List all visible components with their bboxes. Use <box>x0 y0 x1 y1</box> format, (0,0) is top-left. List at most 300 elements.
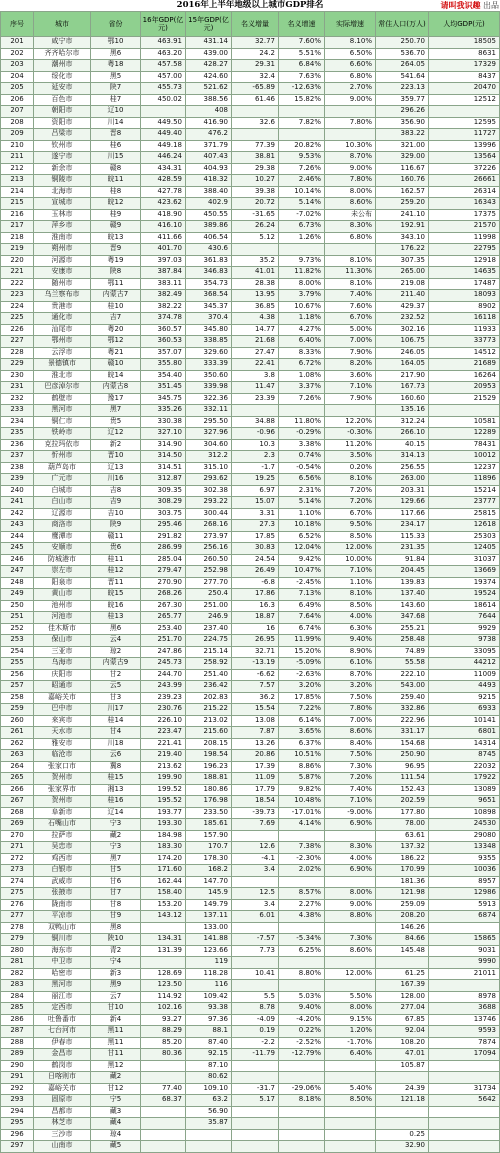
cell-gdp16 <box>141 1141 186 1153</box>
cell-population: 145.48 <box>376 945 429 957</box>
cell-city: 资阳市 <box>34 117 91 129</box>
cell-nominal-increase <box>232 957 279 969</box>
cell-gdp16: 285.04 <box>141 554 186 566</box>
cell-nominal-increase: -6.8 <box>232 577 279 589</box>
cell-gdp16: 355.80 <box>141 359 186 371</box>
cell-city: 阳泉市 <box>34 577 91 589</box>
cell-rank: 275 <box>1 888 34 900</box>
cell-population: 121.18 <box>376 1095 429 1107</box>
cell-nominal-growth: 11.99% <box>279 635 325 647</box>
cell-rank: 289 <box>1 1049 34 1061</box>
cell-per-capita: 16264 <box>429 370 500 382</box>
table-header-row <box>1 12 500 37</box>
cell-province: 晋9 <box>91 244 141 256</box>
cell-city: 玉林市 <box>34 209 91 221</box>
cell-city: 白银市 <box>34 865 91 877</box>
cell-population: 135.16 <box>376 405 429 417</box>
cell-per-capita: 14314 <box>429 738 500 750</box>
cell-population: 32.90 <box>376 1141 429 1153</box>
cell-real-growth: 4.00% <box>325 853 376 865</box>
cell-gdp16: 88.29 <box>141 1026 186 1038</box>
cell-real-growth: 7.10% <box>325 796 376 808</box>
cell-per-capita: 17329 <box>429 60 500 72</box>
cell-nominal-increase: -1.7 <box>232 462 279 474</box>
cell-real-growth: 7.10% <box>325 566 376 578</box>
cell-nominal-increase: 77.39 <box>232 140 279 152</box>
cell-province: 青2 <box>91 945 141 957</box>
cell-population <box>376 1072 429 1084</box>
cell-province: 川16 <box>91 474 141 486</box>
cell-gdp16: 401.70 <box>141 244 186 256</box>
cell-province: 藏3 <box>91 1106 141 1118</box>
table-row <box>1 681 500 693</box>
cell-city: 克拉玛依市 <box>34 439 91 451</box>
cell-per-capita: 11998 <box>429 232 500 244</box>
cell-gdp16: 314.51 <box>141 462 186 474</box>
cell-province: 川14 <box>91 117 141 129</box>
cell-nominal-growth: 6.25% <box>279 945 325 957</box>
cell-gdp16: 131.39 <box>141 945 186 957</box>
table-row <box>1 94 500 106</box>
cell-nominal-increase: 28.38 <box>232 278 279 290</box>
table-row <box>1 566 500 578</box>
cell-city: 临沧市 <box>34 750 91 762</box>
cell-per-capita: 26661 <box>429 175 500 187</box>
cell-nominal-increase: -31.7 <box>232 1083 279 1095</box>
cell-gdp16: 357.07 <box>141 347 186 359</box>
cell-per-capita: 12986 <box>429 888 500 900</box>
cell-nominal-growth: 8.86% <box>279 761 325 773</box>
cell-gdp16: 230.76 <box>141 704 186 716</box>
cell-gdp16: 268.26 <box>141 589 186 601</box>
cell-province: 皖13 <box>91 232 141 244</box>
cell-province: 贵5 <box>91 416 141 428</box>
cell-gdp15: 418.32 <box>186 175 232 187</box>
cell-real-growth: 7.50% <box>325 750 376 762</box>
cell-per-capita: 10141 <box>429 715 500 727</box>
cell-nominal-growth: 10.14% <box>279 186 325 198</box>
cell-gdp15: 521.62 <box>186 83 232 95</box>
cell-real-growth: 8.00% <box>325 186 376 198</box>
cell-rank: 267 <box>1 796 34 808</box>
cell-gdp16: 195.52 <box>141 796 186 808</box>
cell-province: 宁3 <box>91 842 141 854</box>
cell-population: 96.95 <box>376 761 429 773</box>
cell-nominal-growth: -7.02% <box>279 209 325 221</box>
cell-province: 琼2 <box>91 646 141 658</box>
cell-per-capita: 10012 <box>429 451 500 463</box>
cell-city: 新余市 <box>34 163 91 175</box>
cell-population: 40.15 <box>376 439 429 451</box>
cell-nominal-increase: 7.69 <box>232 819 279 831</box>
cell-nominal-increase: -39.73 <box>232 807 279 819</box>
cell-gdp16 <box>141 1118 186 1130</box>
cell-province: 黑7 <box>91 853 141 865</box>
cell-rank: 217 <box>1 221 34 233</box>
cell-nominal-growth: 10.48% <box>279 796 325 808</box>
cell-city: 贺州市 <box>34 773 91 785</box>
cell-city: 黑河市 <box>34 980 91 992</box>
cell-nominal-increase: 2.3 <box>232 451 279 463</box>
cell-population: 250.90 <box>376 750 429 762</box>
table-row <box>1 577 500 589</box>
cell-city: 巴彦淖尔市 <box>34 382 91 394</box>
table-row <box>1 336 500 348</box>
cell-nominal-growth <box>279 1141 325 1153</box>
cell-nominal-increase: 3.4 <box>232 899 279 911</box>
table-row <box>1 520 500 532</box>
table-row <box>1 313 500 325</box>
table-row <box>1 106 500 118</box>
cell-city: 鄂州市 <box>34 336 91 348</box>
table-row <box>1 474 500 486</box>
cell-province: 黑8 <box>91 922 141 934</box>
cell-nominal-increase: 21.68 <box>232 336 279 348</box>
cell-nominal-increase: 4.38 <box>232 313 279 325</box>
cell-real-growth: 8.20% <box>325 359 376 371</box>
cell-gdp16: 114.92 <box>141 991 186 1003</box>
cell-population: 264.05 <box>376 60 429 72</box>
cell-gdp16: 239.23 <box>141 692 186 704</box>
cell-real-growth: 9.40% <box>325 635 376 647</box>
cell-nominal-growth: 6.84% <box>279 60 325 72</box>
cell-city: 吐鲁番市 <box>34 1014 91 1026</box>
cell-gdp15: 236.42 <box>186 681 232 693</box>
cell-gdp16: 457.00 <box>141 71 186 83</box>
cell-rank: 240 <box>1 485 34 497</box>
cell-gdp16: 153.20 <box>141 899 186 911</box>
cell-nominal-growth: 1.08% <box>279 370 325 382</box>
cell-real-growth <box>325 244 376 256</box>
table-row <box>1 324 500 336</box>
cell-real-growth <box>325 1141 376 1153</box>
cell-province: 新2 <box>91 439 141 451</box>
cell-real-growth: 7.80% <box>325 117 376 129</box>
cell-city: 黑河市 <box>34 405 91 417</box>
cell-gdp15: 408 <box>186 106 232 118</box>
table-row <box>1 646 500 658</box>
cell-province: 川17 <box>91 704 141 716</box>
table-row <box>1 1106 500 1118</box>
cell-nominal-increase: 16.3 <box>232 600 279 612</box>
cell-province: 粤21 <box>91 347 141 359</box>
cell-gdp15: 87.10 <box>186 1060 232 1072</box>
cell-rank: 247 <box>1 566 34 578</box>
cell-population: 259.09 <box>376 899 429 911</box>
cell-per-capita: 6933 <box>429 704 500 716</box>
table-row <box>1 934 500 946</box>
cell-gdp15: 92.15 <box>186 1049 232 1061</box>
cell-city: 佳木斯市 <box>34 623 91 635</box>
cell-nominal-increase <box>232 405 279 417</box>
cell-city: 张掖市 <box>34 888 91 900</box>
cell-rank: 245 <box>1 543 34 555</box>
cell-gdp16: 184.98 <box>141 830 186 842</box>
cell-city: 阜新市 <box>34 807 91 819</box>
cell-per-capita: 8957 <box>429 876 500 888</box>
cell-gdp15: 389.86 <box>186 221 232 233</box>
cell-nominal-growth: 10.67% <box>279 301 325 313</box>
cell-rank: 280 <box>1 945 34 957</box>
cell-real-growth: 7.90% <box>325 393 376 405</box>
cell-gdp16: 397.03 <box>141 255 186 267</box>
cell-real-growth: 8.70% <box>325 669 376 681</box>
cell-province: 桂12 <box>91 566 141 578</box>
cell-gdp16: 193.77 <box>141 807 186 819</box>
cell-real-growth: 7.20% <box>325 497 376 509</box>
cell-gdp15: 252.98 <box>186 566 232 578</box>
cell-province: 粤20 <box>91 324 141 336</box>
table-header-bar <box>0 0 500 11</box>
cell-per-capita: 5642 <box>429 1095 500 1107</box>
cell-nominal-growth: -2.52% <box>279 1037 325 1049</box>
cell-nominal-growth <box>279 830 325 842</box>
cell-per-capita: 10581 <box>429 416 500 428</box>
cell-nominal-increase: 10.41 <box>232 968 279 980</box>
cell-nominal-growth: 6.74% <box>279 623 325 635</box>
table-row <box>1 531 500 543</box>
cell-population: 192.91 <box>376 221 429 233</box>
table-row <box>1 347 500 359</box>
cell-nominal-increase: -13.19 <box>232 658 279 670</box>
cell-province: 黑11 <box>91 1037 141 1049</box>
cell-rank: 229 <box>1 359 34 371</box>
cell-real-growth: 1.10% <box>325 577 376 589</box>
cell-nominal-increase: 26.95 <box>232 635 279 647</box>
cell-rank: 297 <box>1 1141 34 1153</box>
source-credit <box>440 0 499 11</box>
cell-gdp16: 171.60 <box>141 865 186 877</box>
cell-real-growth: 8.50% <box>325 600 376 612</box>
cell-population: 356.90 <box>376 117 429 129</box>
cell-population: 128.00 <box>376 991 429 1003</box>
cell-per-capita: 15214 <box>429 485 500 497</box>
cell-city: 朝阳市 <box>34 106 91 118</box>
cell-per-capita: 9738 <box>429 635 500 647</box>
cell-gdp16: 244.70 <box>141 669 186 681</box>
cell-gdp15: 350.60 <box>186 370 232 382</box>
cell-city: 铁岭市 <box>34 428 91 440</box>
table-row <box>1 198 500 210</box>
cell-gdp16: 279.47 <box>141 566 186 578</box>
cell-per-capita: 19374 <box>429 577 500 589</box>
cell-population: 256.55 <box>376 462 429 474</box>
cell-nominal-growth: 10.47% <box>279 566 325 578</box>
cell-nominal-growth: 2.31% <box>279 485 325 497</box>
cell-per-capita: 13348 <box>429 842 500 854</box>
cell-city: 庆阳市 <box>34 669 91 681</box>
cell-real-growth: 6.90% <box>325 865 376 877</box>
cell-nominal-growth <box>279 1118 325 1130</box>
cell-province: 吉7 <box>91 313 141 325</box>
cell-real-growth <box>325 957 376 969</box>
cell-gdp15: 233.50 <box>186 807 232 819</box>
cell-population: 67.85 <box>376 1014 429 1026</box>
cell-gdp16: 418.90 <box>141 209 186 221</box>
cell-population: 543.00 <box>376 681 429 693</box>
cell-gdp15: 327.96 <box>186 428 232 440</box>
cell-gdp15: 388.40 <box>186 186 232 198</box>
cell-per-capita: 17487 <box>429 278 500 290</box>
cell-real-growth: 8.10% <box>325 37 376 49</box>
cell-rank: 260 <box>1 715 34 727</box>
cell-real-growth <box>325 1118 376 1130</box>
cell-real-growth: 5.50% <box>325 991 376 1003</box>
cell-population: 250.70 <box>376 37 429 49</box>
cell-province: 藏5 <box>91 1141 141 1153</box>
cell-rank: 207 <box>1 106 34 118</box>
cell-gdp16: 85.20 <box>141 1037 186 1049</box>
cell-gdp16: 360.53 <box>141 336 186 348</box>
cell-nominal-growth: 8.57% <box>279 888 325 900</box>
cell-gdp16: 449.40 <box>141 129 186 141</box>
cell-nominal-growth: 5.51% <box>279 48 325 60</box>
cell-nominal-growth: -2.45% <box>279 577 325 589</box>
cell-per-capita <box>429 1106 500 1118</box>
cell-nominal-growth: 5.14% <box>279 198 325 210</box>
table-row <box>1 267 500 279</box>
cell-nominal-increase: 3.31 <box>232 508 279 520</box>
cell-nominal-increase: 19.25 <box>232 474 279 486</box>
cell-nominal-growth: 15.20% <box>279 646 325 658</box>
cell-gdp15: 476.2 <box>186 129 232 141</box>
cell-nominal-growth: 15.82% <box>279 94 325 106</box>
cell-nominal-increase <box>232 1141 279 1153</box>
cell-population <box>376 1118 429 1130</box>
cell-nominal-increase: 5.17 <box>232 1095 279 1107</box>
cell-rank: 295 <box>1 1118 34 1130</box>
table-row <box>1 945 500 957</box>
cell-gdp15: 198.54 <box>186 750 232 762</box>
cell-nominal-growth: 3.38% <box>279 439 325 451</box>
cell-gdp15: 300.44 <box>186 508 232 520</box>
table-row <box>1 244 500 256</box>
cell-population: 208.20 <box>376 911 429 923</box>
table-row <box>1 991 500 1003</box>
cell-rank: 205 <box>1 83 34 95</box>
cell-real-growth: 8.10% <box>325 255 376 267</box>
cell-per-capita: 7874 <box>429 1037 500 1049</box>
cell-nominal-increase: 3.8 <box>232 370 279 382</box>
cell-population: 331.17 <box>376 727 429 739</box>
cell-gdp15: 157.90 <box>186 830 232 842</box>
cell-gdp16: 134.31 <box>141 934 186 946</box>
table-row <box>1 1129 500 1141</box>
cell-population: 162.57 <box>376 186 429 198</box>
cell-province: 皖12 <box>91 198 141 210</box>
cell-gdp16: 226.10 <box>141 715 186 727</box>
cell-city: 昌都市 <box>34 1106 91 1118</box>
table-row <box>1 359 500 371</box>
cell-province: 甘11 <box>91 1049 141 1061</box>
cell-rank: 219 <box>1 244 34 256</box>
cell-population: 314.13 <box>376 451 429 463</box>
cell-gdp15: 215.22 <box>186 704 232 716</box>
cell-per-capita: 15865 <box>429 934 500 946</box>
cell-per-capita: 19524 <box>429 589 500 601</box>
cell-gdp15: 80.62 <box>186 1072 232 1084</box>
cell-city: 鸡西市 <box>34 853 91 865</box>
table-row <box>1 221 500 233</box>
cell-nominal-increase: -6.62 <box>232 669 279 681</box>
cell-nominal-increase: 32.77 <box>232 37 279 49</box>
cell-per-capita: 23777 <box>429 497 500 509</box>
cell-province: 晋8 <box>91 129 141 141</box>
cell-nominal-growth: -0.29% <box>279 428 325 440</box>
cell-nominal-increase: 35.2 <box>232 255 279 267</box>
cell-nominal-growth: 4.14% <box>279 819 325 831</box>
cell-rank: 287 <box>1 1026 34 1038</box>
cell-nominal-growth: 10.51% <box>279 750 325 762</box>
cell-per-capita <box>429 980 500 992</box>
cell-province: 藏2 <box>91 830 141 842</box>
cell-province: 甘5 <box>91 865 141 877</box>
cell-population: 266.10 <box>376 428 429 440</box>
cell-nominal-growth: 8.80% <box>279 968 325 980</box>
cell-real-growth: 9.15% <box>325 1014 376 1026</box>
cell-real-growth <box>325 980 376 992</box>
cell-population: 92.04 <box>376 1026 429 1038</box>
table-row <box>1 508 500 520</box>
table-row <box>1 1003 500 1015</box>
cell-province: 黑12 <box>91 1060 141 1072</box>
cell-gdp15: 109.42 <box>186 991 232 1003</box>
table-row <box>1 451 500 463</box>
cell-rank: 257 <box>1 681 34 693</box>
cell-gdp15: 176.98 <box>186 796 232 808</box>
table-row <box>1 439 500 451</box>
table-row <box>1 290 500 302</box>
cell-province: 宁4 <box>91 957 141 969</box>
cell-rank: 268 <box>1 807 34 819</box>
cell-province: 甘9 <box>91 911 141 923</box>
cell-real-growth: 5.00% <box>325 324 376 336</box>
cell-city: 定西市 <box>34 1003 91 1015</box>
cell-nominal-increase: 18.54 <box>232 796 279 808</box>
table-row <box>1 784 500 796</box>
table-row <box>1 1095 500 1107</box>
cell-nominal-increase <box>232 922 279 934</box>
table-row <box>1 980 500 992</box>
table-row <box>1 819 500 831</box>
cell-rank: 274 <box>1 876 34 888</box>
cell-city: 贺州市 <box>34 796 91 808</box>
cell-gdp16: 457.58 <box>141 60 186 72</box>
cell-city: 白山市 <box>34 497 91 509</box>
cell-population: 203.31 <box>376 485 429 497</box>
cell-province: 藏2 <box>91 1072 141 1084</box>
cell-population: 204.45 <box>376 566 429 578</box>
cell-population: 222.10 <box>376 669 429 681</box>
cell-gdp15: 371.79 <box>186 140 232 152</box>
cell-rank: 234 <box>1 416 34 428</box>
table-row <box>1 899 500 911</box>
cell-nominal-growth: 7.26% <box>279 393 325 405</box>
cell-real-growth: 6.40% <box>325 1049 376 1061</box>
cell-population: 263.00 <box>376 474 429 486</box>
cell-nominal-increase: 39.38 <box>232 186 279 198</box>
cell-gdp16: 199.52 <box>141 784 186 796</box>
cell-real-growth: 3.60% <box>325 370 376 382</box>
cell-city: 双鸭山市 <box>34 922 91 934</box>
cell-gdp15: 345.37 <box>186 301 232 313</box>
cell-gdp15: 145.9 <box>186 888 232 900</box>
cell-gdp15: 251.40 <box>186 669 232 681</box>
cell-gdp15: 250.4 <box>186 589 232 601</box>
cell-nominal-growth: 9.40% <box>279 1003 325 1015</box>
cell-city: 咸宁市 <box>34 37 91 49</box>
cell-nominal-growth: 7.64% <box>279 612 325 624</box>
